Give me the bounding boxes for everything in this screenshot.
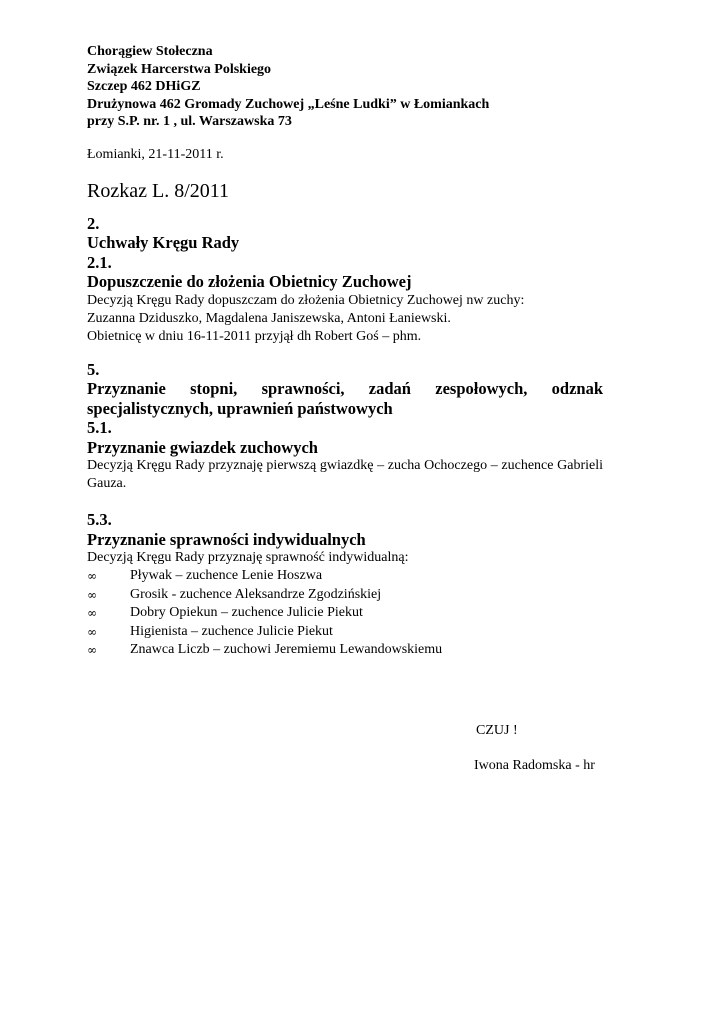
section-2-number: 2. bbox=[87, 213, 100, 233]
list-item-text: Higienista – zuchence Julicie Piekut bbox=[130, 623, 333, 639]
section-2 bbox=[87, 214, 603, 346]
closing-greeting: CZUJ ! bbox=[476, 723, 518, 738]
list-item-text: Znawca Liczb – zuchowi Jeremiemu Lewandowskiemu bbox=[130, 642, 443, 657]
badge-list bbox=[87, 567, 603, 660]
document-date: Łomianki, 21-11-2011 r. bbox=[87, 146, 224, 162]
letterhead bbox=[87, 43, 603, 131]
list-item-text: Grosik - zuchence Aleksandrze Zgodzińskiej bbox=[130, 586, 382, 602]
section-2-1-line: Decyzją Kręgu Rady dopuszczam do złożenia Obietnicy Zuchowej nw zuchy: bbox=[87, 292, 525, 308]
signature-name: Iwona Radomska - hr bbox=[474, 758, 595, 773]
section-2-1-line: Obietnicę w dniu 16-11-2011 przyjął dh Robert Goś – phm. bbox=[87, 328, 422, 344]
bullet-symbol: ∞ bbox=[87, 624, 97, 639]
section-5 bbox=[87, 360, 603, 660]
section-5-3-number: 5.3. bbox=[87, 510, 112, 529]
list-item bbox=[87, 586, 603, 605]
bullet-symbol: ∞ bbox=[87, 569, 97, 583]
list-item-text: Dobry Opiekun – zuchence Julicie Piekut bbox=[130, 605, 363, 620]
section-5-3-intro: Decyzją Kręgu Rady przyznaję sprawność indywidualną: bbox=[87, 550, 409, 565]
bullet-symbol: ∞ bbox=[87, 643, 97, 657]
bullet-symbol: ∞ bbox=[87, 587, 97, 602]
section-5-number: 5. bbox=[87, 359, 100, 379]
section-5-3-heading: Przyznanie sprawności indywidualnych bbox=[87, 529, 366, 549]
section-2-1-line: Zuzanna Dziduszko, Magdalena Janiszewska, Antoni Łaniewski. bbox=[87, 310, 451, 326]
list-item-text: Pływak – zuchence Lenie Hoszwa bbox=[130, 568, 323, 583]
list-item bbox=[87, 604, 603, 623]
list-item bbox=[87, 567, 603, 586]
header-line-leader: Drużynowa 462 Gromady Zuchowej „Leśne Ludki” w Łomiankach bbox=[87, 96, 490, 112]
section-5-1-text: Decyzją Kręgu Rady przyznaję pierwszą gwiazdkę – zucha Ochoczego – zuchence Gabrieli Gauza. bbox=[87, 458, 603, 491]
list-item bbox=[87, 641, 603, 660]
document-page bbox=[87, 43, 603, 660]
order-title: Rozkaz L. 8/2011 bbox=[87, 179, 230, 202]
section-2-heading: Uchwały Kręgu Rady bbox=[87, 233, 240, 252]
header-line-troop: Szczep 462 DHiGZ bbox=[87, 79, 201, 94]
section-2-1-heading: Dopuszczenie do złożenia Obietnicy Zuchowej bbox=[87, 272, 412, 291]
bullet-symbol: ∞ bbox=[87, 606, 97, 620]
section-5-1-number: 5.1. bbox=[87, 418, 112, 437]
header-line-address: przy S.P. nr. 1 , ul. Warszawska 73 bbox=[87, 114, 292, 129]
section-2-1-number: 2.1. bbox=[87, 252, 112, 272]
header-line-association: Związek Harcerstwa Polskiego bbox=[87, 61, 272, 77]
section-5-heading: Przyznanie stopni, sprawności, zadań zespołowych, odznak specjalistycznych, uprawnień państwowych bbox=[87, 379, 603, 418]
list-item bbox=[87, 623, 603, 642]
header-line-organization: Chorągiew Stołeczna bbox=[87, 44, 213, 59]
section-5-1-heading: Przyznanie gwiazdek zuchowych bbox=[87, 437, 318, 457]
